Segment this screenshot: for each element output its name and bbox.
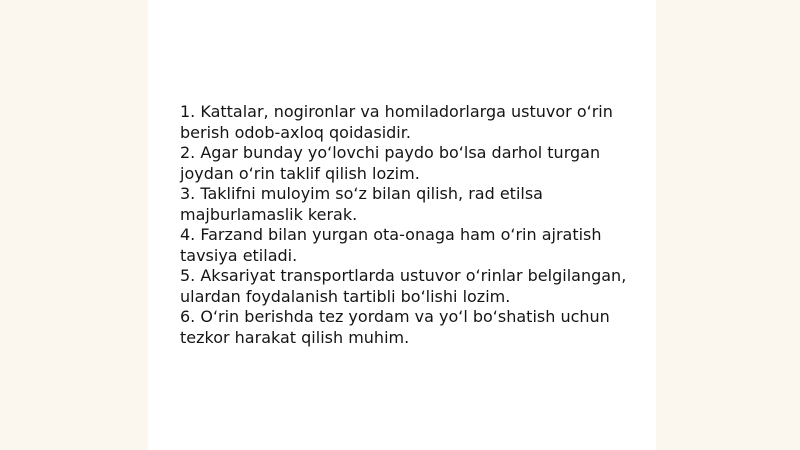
- rules-list: [180, 102, 650, 348]
- rule-item-3: 3. Taklifni muloyim so‘z bilan qilish, rad etilsa majburlamaslik kerak.: [180, 184, 543, 224]
- rule-item-1: 1. Kattalar, nogironlar va homiladorlarga ustuvor o‘rin berish odob-axloq qoidasidir.: [180, 102, 613, 142]
- rule-item-6: 6. O‘rin berishda tez yordam va yo‘l bo‘shatish uchun tezkor harakat qilish muhim.: [180, 307, 610, 347]
- rule-item-5: 5. Aksariyat transportlarda ustuvor o‘rinlar belgilangan, ulardan foydalanish tartibli bo‘lishi lozim.: [180, 266, 627, 306]
- rule-item-4: 4. Farzand bilan yurgan ota-onaga ham o‘rin ajratish tavsiya etiladi.: [180, 225, 602, 265]
- document-page: [148, 0, 656, 450]
- rule-item-2: 2. Agar bunday yo‘lovchi paydo bo‘lsa darhol turgan joydan o‘rin taklif qilish lozim.: [180, 143, 601, 183]
